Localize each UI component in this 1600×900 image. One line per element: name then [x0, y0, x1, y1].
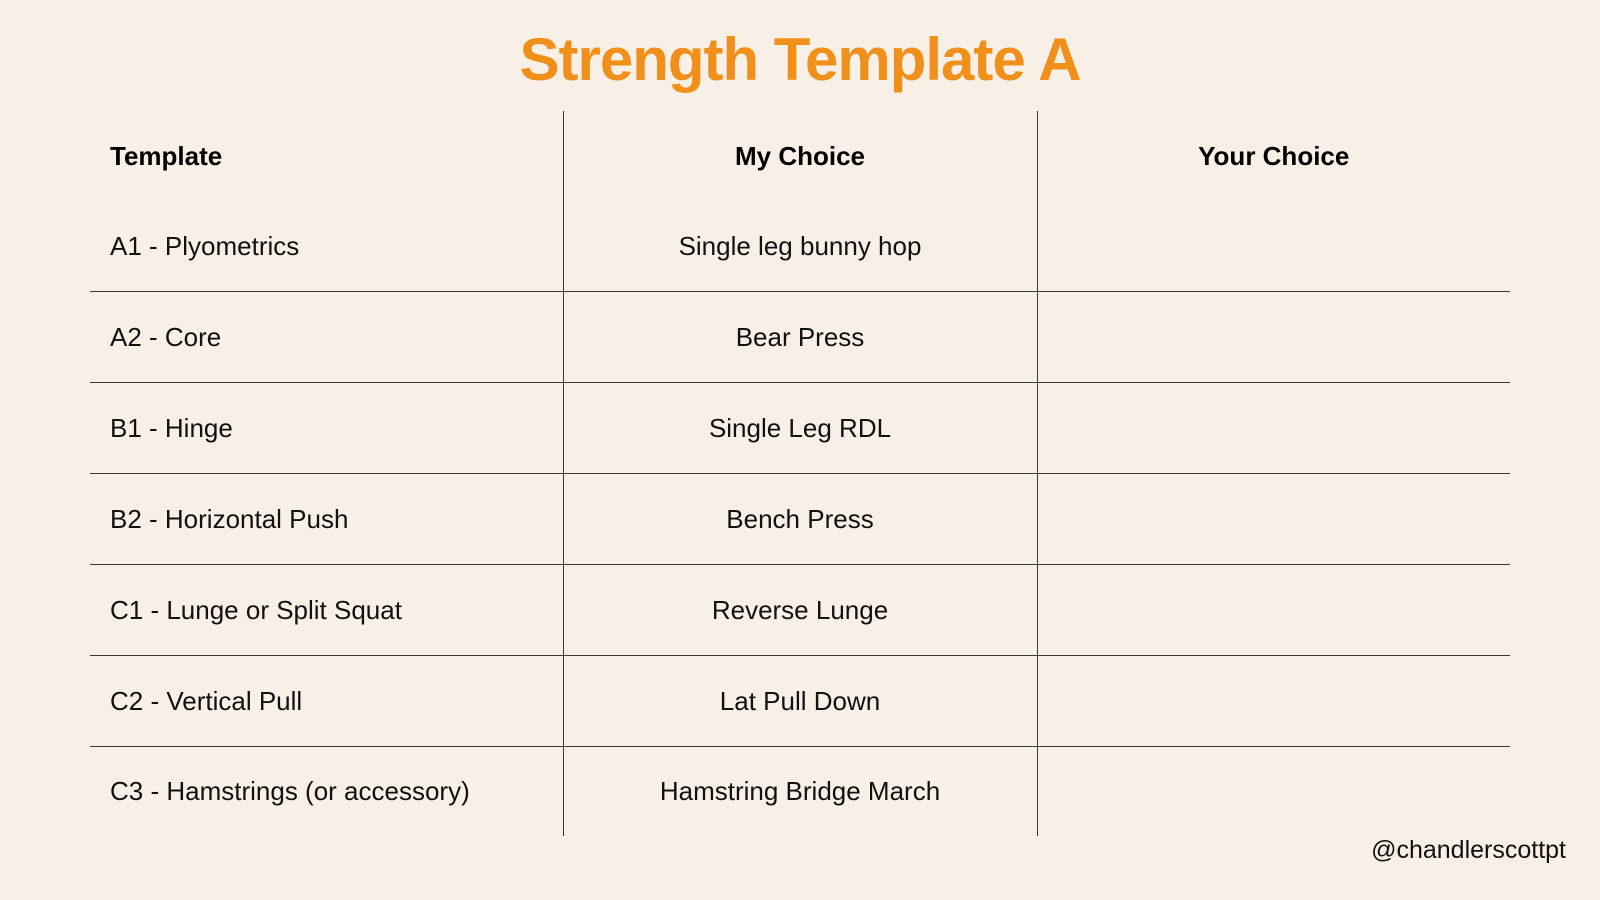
table-row: [90, 201, 1510, 292]
table-header-row: [90, 111, 1510, 201]
cell-your-choice: [1037, 201, 1510, 292]
cell-your-choice: [1037, 383, 1510, 474]
table-row: [90, 565, 1510, 656]
header-template: Template: [110, 140, 223, 171]
cell-my-choice: Lat Pull Down: [563, 656, 1037, 747]
cell-template: C1 - Lunge or Split Squat: [90, 565, 563, 656]
cell-my-choice: Single leg bunny hop: [563, 201, 1037, 292]
table-row: [90, 474, 1510, 565]
cell-my-choice: Bear Press: [563, 292, 1037, 383]
cell-my-choice: Bench Press: [563, 474, 1037, 565]
cell-my-choice: Single Leg RDL: [563, 383, 1037, 474]
page-title: Strength Template A: [519, 26, 1081, 93]
cell-template: B2 - Horizontal Push: [90, 474, 563, 565]
author-handle: @chandlerscottpt: [1371, 836, 1566, 864]
template-table: [90, 111, 1510, 836]
table-row: [90, 292, 1510, 383]
table-row: [90, 383, 1510, 474]
header-your-choice: Your Choice: [1037, 111, 1510, 201]
template-table-container: [90, 111, 1510, 838]
header-my-choice: My Choice: [563, 111, 1037, 201]
cell-your-choice: [1037, 474, 1510, 565]
cell-template: A2 - Core: [90, 292, 563, 383]
cell-your-choice: [1037, 656, 1510, 747]
cell-your-choice: [1037, 292, 1510, 383]
cell-your-choice: [1037, 747, 1510, 837]
cell-template: B1 - Hinge: [90, 383, 563, 474]
cell-template: A1 - Plyometrics: [110, 230, 300, 261]
cell-template: C3 - Hamstrings (or accessory): [90, 747, 563, 837]
cell-my-choice: Reverse Lunge: [563, 565, 1037, 656]
cell-your-choice: [1037, 565, 1510, 656]
table-row: [90, 747, 1510, 837]
table-row: [90, 656, 1510, 747]
cell-my-choice: Hamstring Bridge March: [563, 747, 1037, 837]
cell-template: C2 - Vertical Pull: [90, 656, 563, 747]
